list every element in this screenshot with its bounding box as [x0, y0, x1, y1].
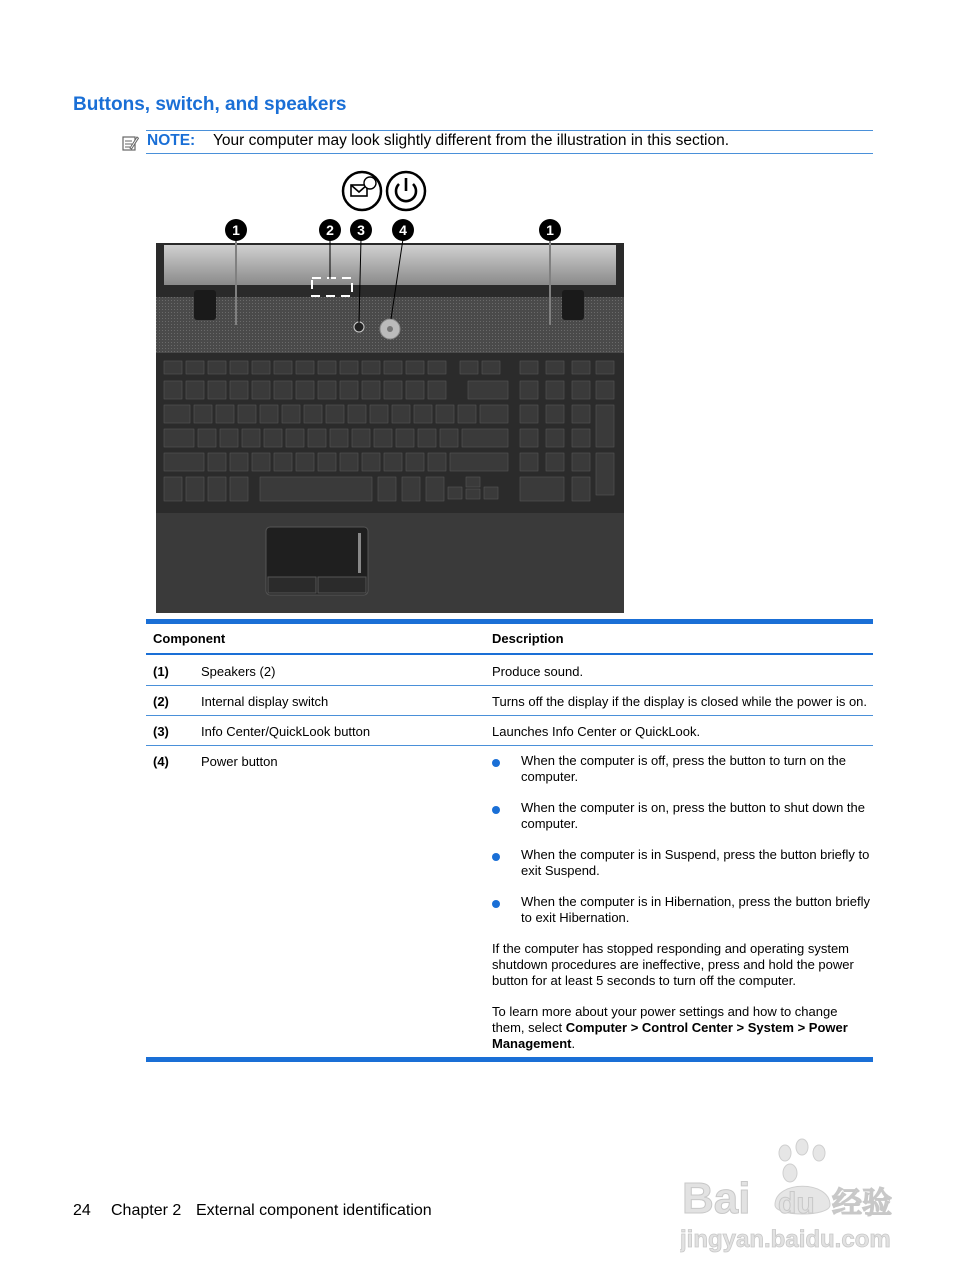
key-row-4 — [164, 429, 590, 447]
header-description: Description — [492, 631, 564, 646]
callout-3: 3 — [357, 222, 365, 238]
menu-path: Computer > Control Center > System > Power Management — [492, 1020, 848, 1051]
table-bottom-rule — [146, 1057, 873, 1062]
header-rule — [146, 653, 873, 655]
bullet — [492, 806, 500, 814]
bullet — [492, 853, 500, 861]
watermark-brand2: du — [778, 1187, 815, 1220]
baidu-watermark — [680, 1135, 910, 1255]
watermark-brand: Bai — [682, 1174, 751, 1223]
callout-4: 4 — [399, 222, 407, 238]
bullet — [492, 759, 500, 767]
note-text: Your computer may look slightly different from the illustration in this section. — [213, 132, 730, 149]
key-row-2 — [164, 381, 614, 399]
footer-chapter: Chapter 2 — [111, 1202, 182, 1219]
laptop-illustration — [150, 165, 630, 617]
bullet — [492, 900, 500, 908]
key-row-1 — [164, 361, 614, 374]
callout-1b: 1 — [546, 222, 554, 238]
info-center-icon — [343, 172, 381, 210]
note-icon — [121, 134, 139, 152]
power-icon — [387, 172, 425, 210]
footer-section: External component identification — [196, 1202, 432, 1219]
power-settings-paragraph: To learn more about your power settings and how to change them, select Computer > Control Center > System > Power Management. — [492, 1004, 848, 1051]
bullet-text: When the computer is in Hibernation, press the button briefly to exit Hibernation. — [521, 894, 871, 925]
watermark-url: jingyan.baidu.com — [680, 1226, 891, 1253]
page-heading: Buttons, switch, and speakers — [73, 94, 347, 115]
header-component: Component — [153, 631, 226, 646]
watermark-cn: 经验 — [832, 1187, 892, 1220]
note-label: NOTE: — [147, 132, 196, 149]
power-paragraph: If the computer has stopped responding and operating system shutdown procedures are ineffective, press and hold the power button for at least 5 seconds to turn off the computer. — [492, 941, 854, 988]
callout-1a: 1 — [232, 222, 240, 238]
bullet-text: When the computer is in Suspend, press the button briefly to exit Suspend. — [521, 847, 870, 878]
callout-2: 2 — [326, 222, 334, 238]
page-number: 24 — [73, 1202, 91, 1219]
bullet-text: When the computer is off, press the button to turn on the computer. — [521, 753, 846, 784]
bullet-text: When the computer is on, press the button to shut down the computer. — [521, 800, 865, 831]
table-top-rule — [146, 619, 873, 624]
